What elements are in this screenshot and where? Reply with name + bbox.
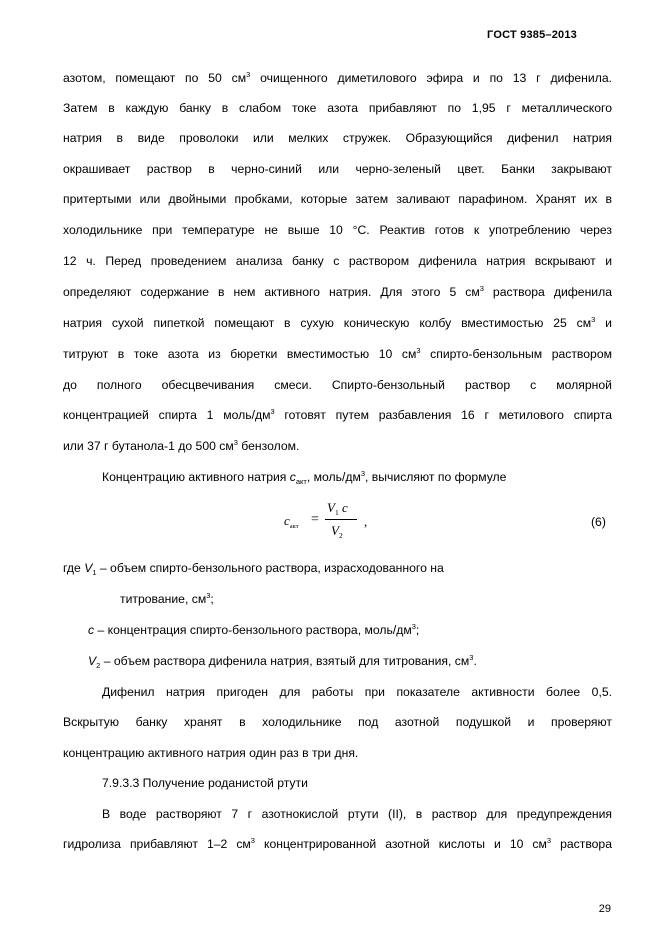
text-line: титруют в токе азота из бюретки вместимостью 10 $см^3$ спирто-бензольным раствором [63, 346, 612, 361]
text-line: Затем в каждую банку в слабом токе азота прибавляют по 1,95 г металлического [63, 101, 612, 115]
formula-numerator: $V_1$ c [327, 500, 348, 517]
equation-number: (6) [591, 515, 606, 529]
where-line: c – концентрация спирто-бензольного раствора, моль/$дм^3$; [88, 622, 420, 637]
formula-denominator: $V_2$ [331, 523, 343, 540]
page-number: 29 [598, 903, 611, 915]
text-line: Дифенил натрия пригоден для работы при показателе активности более 0,5. [102, 685, 612, 699]
formula-intro: Концентрацию активного натрия $c_{акт}$, моль/$дм^3$, вычисляют по формуле [102, 469, 507, 486]
text-line: гидролиза прибавляют 1–2 $см^3$ концентрированной азотной кислоты и 10 $см^3$ раствора [63, 836, 612, 851]
formula-comma: , [364, 514, 368, 529]
formula [284, 500, 384, 548]
text-line: окрашивает раствор в черно-синий или черно-зеленый цвет. Банки закрывают [63, 162, 612, 176]
text-line: концентрацию активного натрия один раз в три дня. [63, 746, 359, 760]
formula-equals: = [311, 512, 319, 527]
text-line: определяют содержание в нем активного натрия. Для этого 5 $см^3$ раствора дифенила [63, 284, 612, 299]
text-line: натрия в виде проволоки или мелких стружек. Образующийся дифенил натрия [63, 131, 612, 145]
text-line: или 37 г бутанола-1 до 500 $см^3$ бензолом. [63, 438, 300, 453]
standard-header: ГОСТ 9385–2013 [487, 29, 577, 41]
where-line: где $V_1$ – объем спирто-бензольного раствора, израсходованного на [63, 561, 444, 577]
where-line: $V_2$ – объем раствора дифенила натрия, взятый для титрования, $см^3$. [88, 653, 477, 670]
where-line: титрование, $см^3$; [120, 591, 214, 606]
text-line: холодильнике при температуре не выше 10 °С. Реактив готов к употреблению через [63, 223, 612, 237]
fraction-bar [325, 519, 357, 520]
text-line: 12 ч. Перед проведением анализа банку с раствором дифенила натрия вскрывают и [63, 254, 612, 268]
text-line: до полного обесцвечивания смеси. Спирто-бензольный раствор с молярной [63, 378, 612, 392]
text-line: концентрацией спирта 1 моль/$дм^3$ готовят путем разбавления 16 г метилового спирта [63, 407, 612, 422]
text-line: В воде растворяют 7 г азотнокислой ртути (II), в раствор для предупреждения [102, 807, 612, 821]
text-line: Вскрытую банку хранят в холодильнике под азотной подушкой и проверяют [63, 715, 612, 729]
text-line: притертыми или двойными пробками, которые затем заливают парафином. Хранят их в [63, 192, 612, 206]
formula-lhs: $c_{акт}$ [284, 513, 299, 530]
section-heading: 7.9.3.3 Получение роданистой ртути [102, 776, 308, 790]
text-line: натрия сухой пипеткой помещают в сухую коническую колбу вместимостью 25 $см^3$ и [63, 315, 612, 330]
text-line: азотом, помещают по 50 $см^3$ очищенного диметилового эфира и по 13 г дифенила. [63, 70, 612, 85]
